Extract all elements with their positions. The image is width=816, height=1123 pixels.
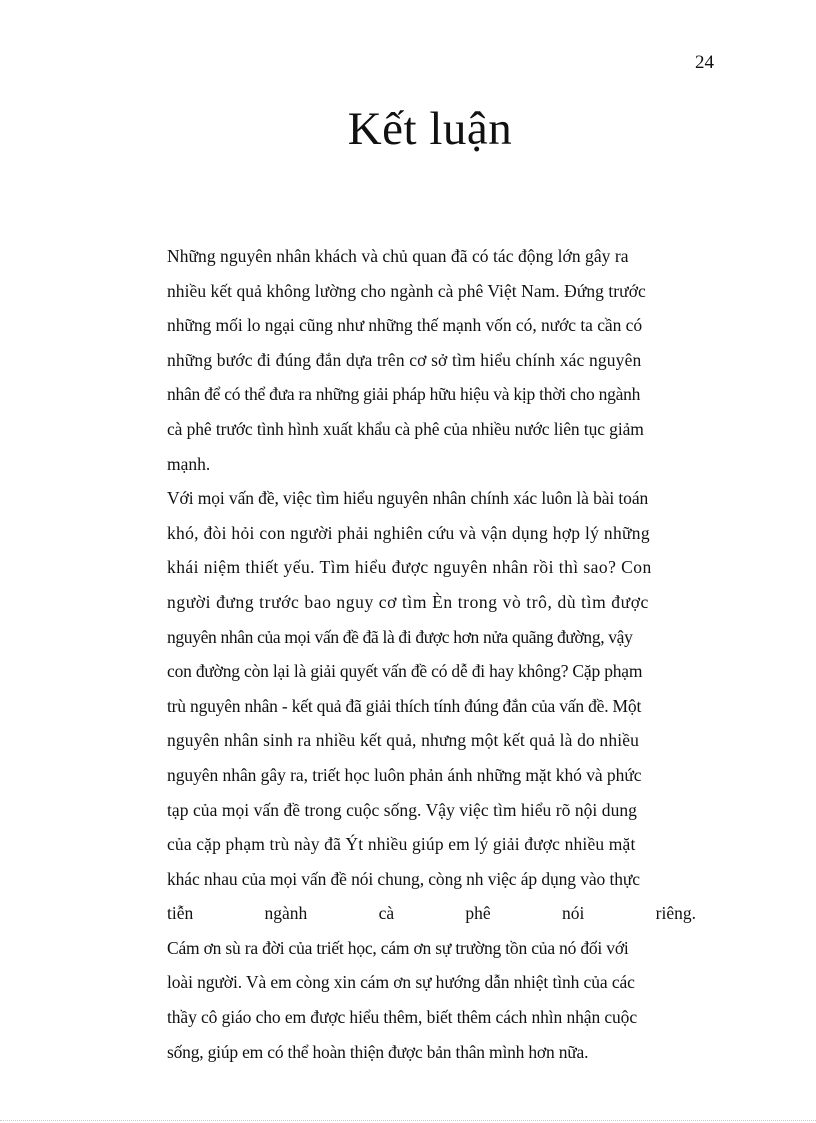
body-line: nguyên nhân sinh ra nhiều kết quả, nhưng một kết quả là do nhiều (167, 730, 640, 751)
body-line-spread (167, 896, 696, 931)
body-line: trù nguyên nhân - kết quả đã giải thích tính đúng đắn của vấn đề. Một (167, 695, 642, 716)
word: cà (378, 903, 395, 924)
word: nói (561, 903, 585, 924)
body-line: cà phê trước tình hình xuất khẩu cà phê của nhiều nước liên tục giảm (167, 418, 644, 439)
word: riêng. (655, 903, 696, 924)
body-line: những bước đi đúng đắn dựa trên cơ sở tìm hiểu chính xác nguyên (167, 349, 642, 370)
page-edge-rule (0, 1120, 816, 1121)
body-line: của cặp phạm trù này đã Ýt nhiều giúp em lý giải được nhiều mặt (167, 834, 636, 855)
body-line: người đưng trước bao nguy cơ tìm Èn trong vò trô, dù tìm được (167, 591, 649, 612)
body-line: khó, đòi hỏi con người phải nghiên cứu và vận dụng hợp lý những (167, 522, 650, 543)
body-line: Những nguyên nhân khách và chủ quan đã có tác động lớn gây ra (167, 246, 629, 266)
body-line: những mối lo ngại cũng như những thế mạnh vốn có, nước ta cần có (167, 315, 643, 336)
body-line: khác nhau của mọi vấn đề nói chung, còng nh việc áp dụng vào thực (167, 868, 640, 889)
body-line: con đường còn lại là giải quyết vấn đề có dễ đi hay không? Cặp phạm (167, 661, 643, 682)
page-title: Kết luận (347, 103, 513, 155)
body-text (167, 239, 696, 1069)
body-line: mạnh. (167, 453, 211, 474)
word: ngành (264, 903, 308, 924)
body-line: nguyên nhân gây ra, triết học luôn phản ánh những mặt khó và phức (167, 764, 642, 785)
body-line: nguyên nhân của mọi vấn đề đã là đi được hơn nửa quãng đường, vậy (167, 626, 633, 647)
body-line: nhân để có thể đưa ra những giải pháp hữu hiệu và kịp thời cho ngành (167, 384, 641, 405)
page-number: 24 (695, 52, 714, 73)
body-line: khái niệm thiết yếu. Tìm hiểu được nguyên nhân rồi thì sao? Con (167, 557, 652, 578)
body-line: Với mọi vấn đề, việc tìm hiểu nguyên nhân chính xác luôn là bài toán (167, 488, 649, 509)
body-line: sống, giúp em có thể hoàn thiện được bản thân mình hơn nữa. (167, 1041, 589, 1062)
body-line: thầy cô giáo cho em được hiểu thêm, biết thêm cách nhìn nhận cuộc (167, 1007, 637, 1028)
body-line: loài người. Và em còng xin cám ơn sự hướng dẫn nhiệt tình của các (167, 972, 635, 993)
body-line: tạp của mọi vấn đề trong cuộc sống. Vậy việc tìm hiểu rõ nội dung (167, 799, 637, 820)
word: tiễn (167, 903, 194, 924)
body-line: Cám ơn sù ra đời của triết học, cám ơn sự trường tồn của nó đối với (167, 937, 629, 958)
body-line: nhiều kết quả không lường cho ngành cà phê Việt Nam. Đứng trước (167, 280, 646, 301)
word: phê (465, 903, 491, 924)
